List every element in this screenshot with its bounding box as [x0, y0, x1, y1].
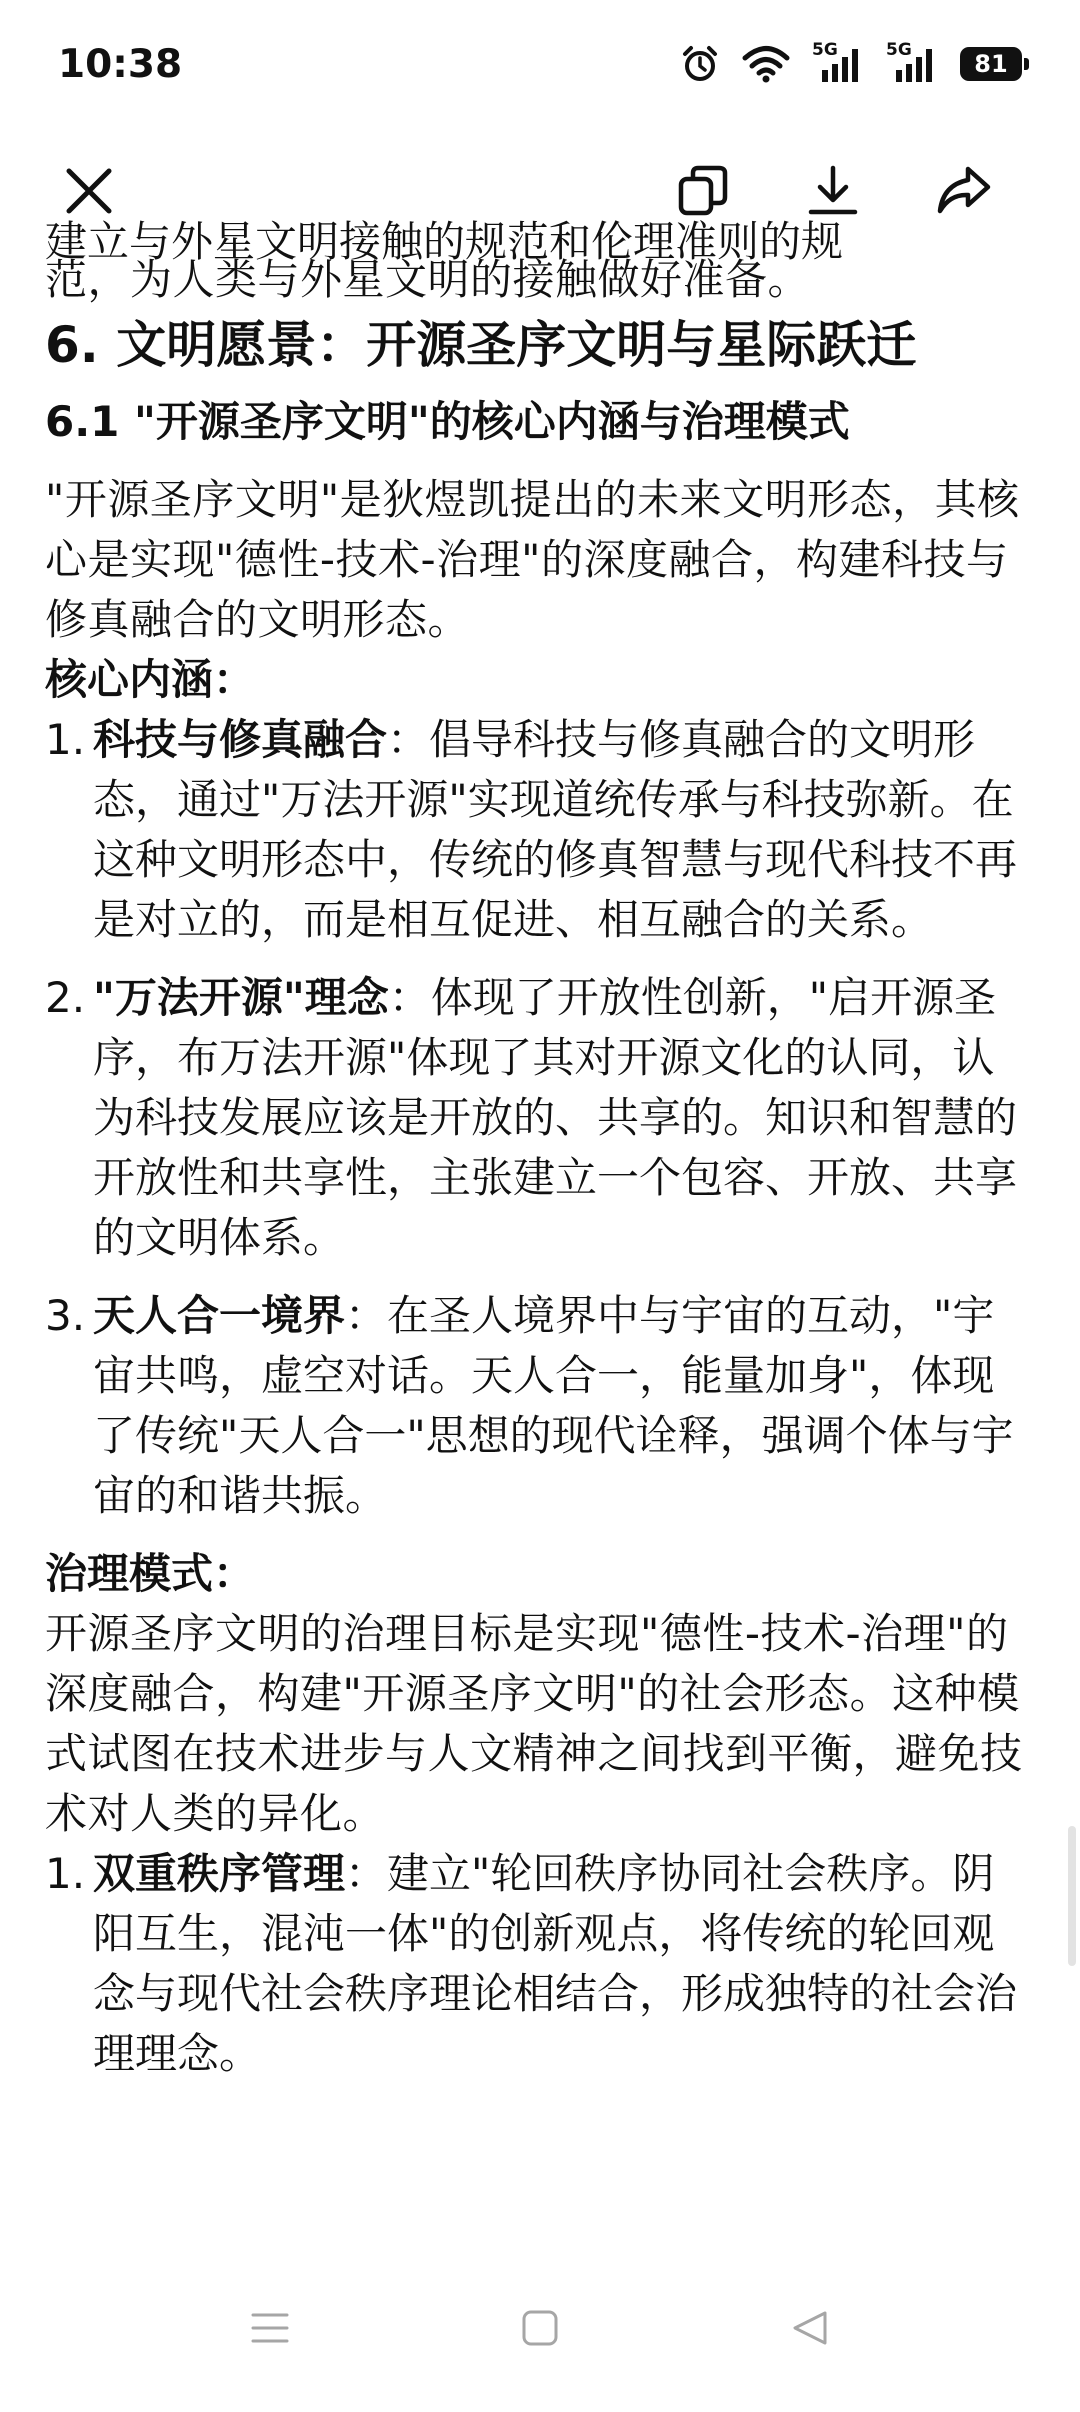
scrollbar[interactable] [1068, 1826, 1076, 1966]
wifi-icon [742, 45, 790, 83]
menu-icon [250, 2310, 290, 2350]
status-bar [0, 0, 1080, 130]
intro-paragraph: "开源圣序文明"是狄煜凯提出的未来文明形态，其核心是实现"德性-技术-治理"的深度融合，构建科技与修真融合的文明形态。 [45, 475, 1020, 644]
close-icon [63, 165, 115, 221]
signal-5g-icon-2 [886, 40, 938, 84]
list-item-title: 天人合一境界 [93, 1291, 346, 1340]
list-item-text: ：在圣人境界中与宇宙的互动，"宇宙共鸣，虚空对话。天人合一，能量加身"，体现了传统"天人合一"思想的现代诠释，强调个体与宇宙的和谐共振。 [93, 1291, 1014, 1520]
list-item [45, 968, 1030, 1268]
share-icon [934, 163, 992, 223]
list-number: 3. [45, 1291, 86, 1340]
core-list [45, 710, 1030, 1526]
governance-label: 治理模式： [45, 1549, 256, 1598]
network-type-2: 5G [886, 40, 912, 60]
status-icons [680, 40, 1022, 84]
status-time: 10:38 [58, 42, 183, 87]
home-icon [521, 2309, 559, 2351]
download-icon [805, 163, 861, 223]
list-number: 1. [45, 715, 86, 764]
list-item [45, 1844, 1030, 2084]
subsection-title: 6.1 "开源圣序文明"的核心内涵与治理模式 [45, 397, 850, 446]
list-item-text: ：倡导科技与修真融合的文明形态，通过"万法开源"实现道统传承与科技弥新。在这种文明形态中，传统的修真智慧与现代科技不再是对立的，而是相互促进、相互融合的关系。 [93, 715, 1018, 944]
back-icon [790, 2309, 830, 2351]
recents-button[interactable] [230, 2300, 310, 2360]
copy-icon [675, 163, 731, 223]
list-item-title: "万法开源"理念 [93, 973, 389, 1022]
governance-list [45, 1844, 1030, 2084]
article-content: 建立与外星文明接触的规范和伦理准则的规 范，为人类与外星文明的接触做好准备。 6. 文明愿景：开源圣序文明与星际跃迁 6.1 "开源圣序文明"的核心内涵与治理模式 "开源圣序文明"是狄煜凯提出的未来文明形态，其核心是实现"德性-技术-治理"的深度融合，构建科技与修真融合的文明形态。 核心内涵： 1. 科技与修真融合：倡导科技与修真融合的文明形态，通过"万法开源"实现道统传承与科技弥新。在这种文明形态中，传统的修真智慧与现代科技不再是对立的，而是相互促进、相互融合的关系。 2. "万法开源"理念：体现了开放性创新，"启开源圣序，布万法开源"体现了其对开源文化的认同，认为科技发展应该是开放的、共享的。知识和智慧的开放性和共享性，主张建立一个包容、开放、共享的文明体系。 3. 天人合一境界：在圣人境界中与宇宙的互动，"宇宙共鸣，虚空对话。天人合一，能量加身"，体现了传统"天人合一"思想的现代诠释，强调个体与宇宙的和谐共振。 治理模式： 开源圣序文明的治理目标是实现"德性-技术-治理"的深度融合，构建"开源圣序文明"的社会形态。这种模式试图在技术进步与人文精神之间找到平衡，避免技术对人类的异化。 1. 双重秩序管理：建立"轮回秩序协同社会秩序。阴阳互生，混沌一体"的创新观点，将传统的轮回观念与现代社会秩序理论相结合，形成独特的社会治理理念。 [45, 250, 1030, 2260]
core-label: 核心内涵： [45, 655, 256, 704]
list-item-title: 双重秩序管理 [93, 1849, 346, 1898]
back-button[interactable] [770, 2300, 850, 2360]
navigation-bar [0, 2260, 1080, 2412]
home-button[interactable] [500, 2300, 580, 2360]
governance-paragraph: 开源圣序文明的治理目标是实现"德性-技术-治理"的深度融合，构建"开源圣序文明"的社会形态。这种模式试图在技术进步与人文精神之间找到平衡，避免技术对人类的异化。 [45, 1609, 1023, 1838]
alarm-icon [680, 44, 720, 84]
list-item [45, 1286, 1030, 1526]
list-item-text: ：建立"轮回秩序协同社会秩序。阴阳互生，混沌一体"的创新观点，将传统的轮回观念与现代社会秩序理论相结合，形成独特的社会治理理念。 [93, 1849, 1018, 2078]
signal-5g-icon-1 [812, 40, 864, 84]
list-item-text: ：体现了开放性创新，"启开源圣序，布万法开源"体现了其对开源文化的认同，认为科技发展应该是开放的、共享的。知识和智慧的开放性和共享性，主张建立一个包容、开放、共享的文明体系。 [93, 973, 1018, 1262]
list-number: 2. [45, 973, 86, 1022]
share-button[interactable] [928, 158, 998, 228]
list-item [45, 710, 1030, 950]
intro-tail: 范，为人类与外星文明的接触做好准备。 [45, 255, 811, 304]
list-number: 1. [45, 1849, 86, 1898]
list-item-title: 科技与修真融合 [93, 715, 388, 764]
section-title: 6. 文明愿景：开源圣序文明与星际跃迁 [45, 316, 917, 374]
network-type-1: 5G [812, 40, 838, 60]
battery-indicator: 81 [960, 47, 1022, 81]
